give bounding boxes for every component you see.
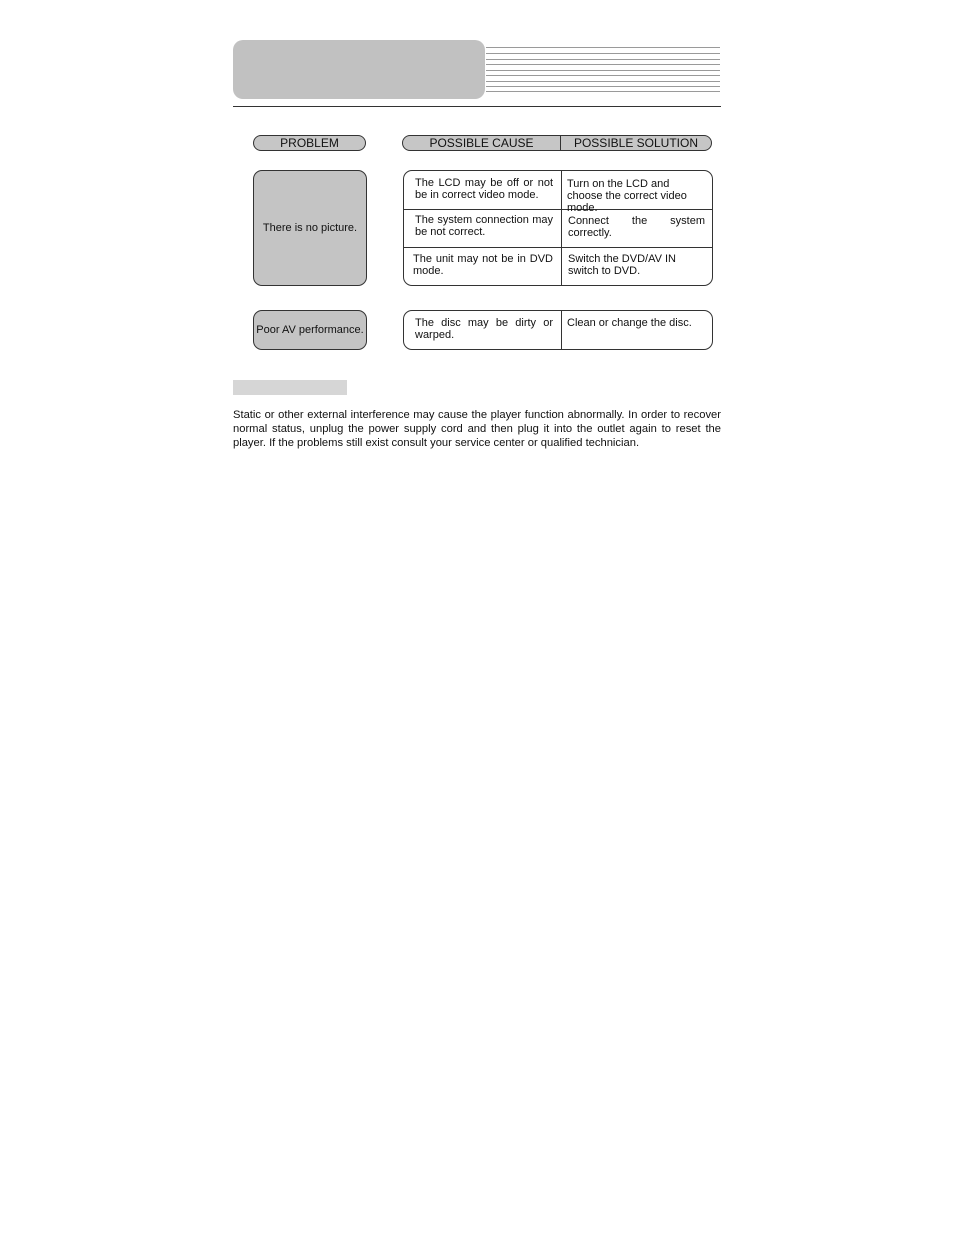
cause-solution-column-header — [402, 135, 712, 151]
header-decorative-lines — [486, 45, 720, 93]
problem-column-header: PROBLEM — [253, 135, 366, 151]
table-row — [404, 210, 712, 248]
cause-cell: The system connection may be not correct. — [404, 210, 562, 247]
table-row — [404, 248, 712, 285]
cause-cell: The LCD may be off or not be in correct video mode. — [404, 171, 562, 209]
header-title-tab — [233, 40, 485, 99]
header-divider — [233, 106, 721, 107]
solution-column-header: POSSIBLE SOLUTION — [573, 136, 699, 150]
solution-cell: Switch the DVD/AV IN switch to DVD. — [568, 253, 676, 277]
table-row — [404, 171, 712, 214]
cause-cell: The unit may not be in DVD mode. — [404, 248, 562, 285]
cause-solution-table-no-picture — [403, 170, 713, 286]
cause-cell: The disc may be dirty or warped. — [404, 311, 562, 349]
section-heading-bar — [233, 380, 347, 395]
cause-solution-table-poor-av — [403, 310, 713, 350]
problem-text: There is no picture. — [262, 222, 358, 234]
solution-cell: Connect the system correctly. — [568, 215, 705, 239]
solution-cell: Turn on the LCD and choose the correct video mode. — [567, 178, 687, 214]
problem-box-poor-av — [253, 310, 367, 350]
table-row — [404, 311, 712, 349]
cause-column-header: POSSIBLE CAUSE — [403, 136, 561, 150]
note-paragraph: Static or other external interference may cause the player function abnormally. In order to recover normal status, unplug the power supply cord and then plug it into the outlet again to reset the player. If the problems still exist consult your service center or qualified technician. — [233, 409, 721, 449]
solution-cell: Clean or change the disc. — [567, 317, 692, 329]
problem-box-no-picture — [253, 170, 367, 286]
problem-text: Poor AV performance. — [256, 324, 364, 336]
